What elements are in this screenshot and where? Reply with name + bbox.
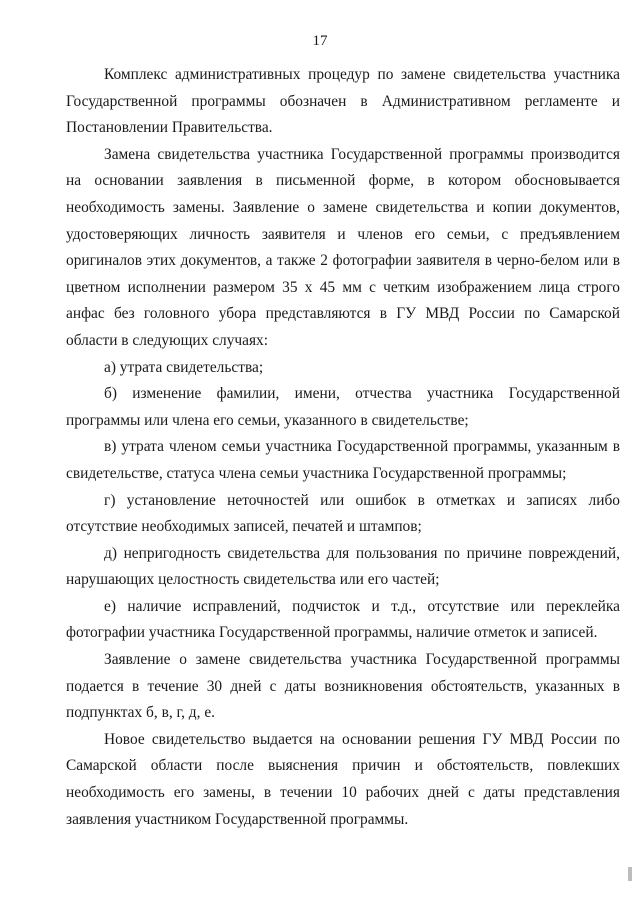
paragraph-new-certificate: Новое свидетельство выдается на основании решения ГУ МВД России по Самарской области после выяснения причин и обстоятельств, повлекших необходимость его замены, в течении 10 рабочих дней с даты представления заявления участником Государственной программы. [66,730,620,828]
page-number: 17 [312,33,328,49]
list-item-b: б) изменение фамилии, имени, отчества участника Государственной программы или члена его семьи, указанного в свидетельстве; [66,385,620,429]
document-body [66,62,620,833]
list-item-e: е) наличие исправлений, подчисток и т.д., отсутствие или переклейка фотографии участника Государственной программы, наличие отметок и записей. [66,597,620,642]
list-item-d: д) непригодность свидетельства для пользования по причине повреждений, нарушающих целостность свидетельства или его частей; [66,544,620,589]
list-item-a: а) утрата свидетельства; [104,358,264,376]
list-item-g: г) установление неточностей или ошибок в отметках и записях либо отсутствие необходимых записей, печатей и штампов; [66,491,620,536]
paragraph-complex-procedures: Комплекс административных процедур по замене свидетельства участника Государственной программы обозначен в Административном регламенте и Постановлении Правительства. [66,66,620,137]
scan-edge-mark [628,867,632,881]
paragraph-application-deadline: Заявление о замене свидетельства участника Государственной программы подается в течение 30 дней с даты возникновения обстоятельств, указанных в подпунктах б, в, г, д, е. [66,651,620,722]
list-item-v: в) утрата членом семьи участника Государственной программы, указанным в свидетельстве, статуса члена семьи участника Государственной программы; [66,438,620,482]
paragraph-replacement-basis: Замена свидетельства участника Государственной программы производится на основании заявления в письменной форме, в котором обосновывается необходимость замены. Заявление о замене свидетельства и копии документов, удостоверяющих личность заявителя и членов его семьи, с предъявлением оригиналов этих документов, а также 2 фотографии заявителя в черно-белом или в цветном исполнении размером 35 х 45 мм с четким изображением лица строго анфас без головного убора представляются в ГУ МВД России по Самарской области в следующих случаях: [66,145,620,349]
